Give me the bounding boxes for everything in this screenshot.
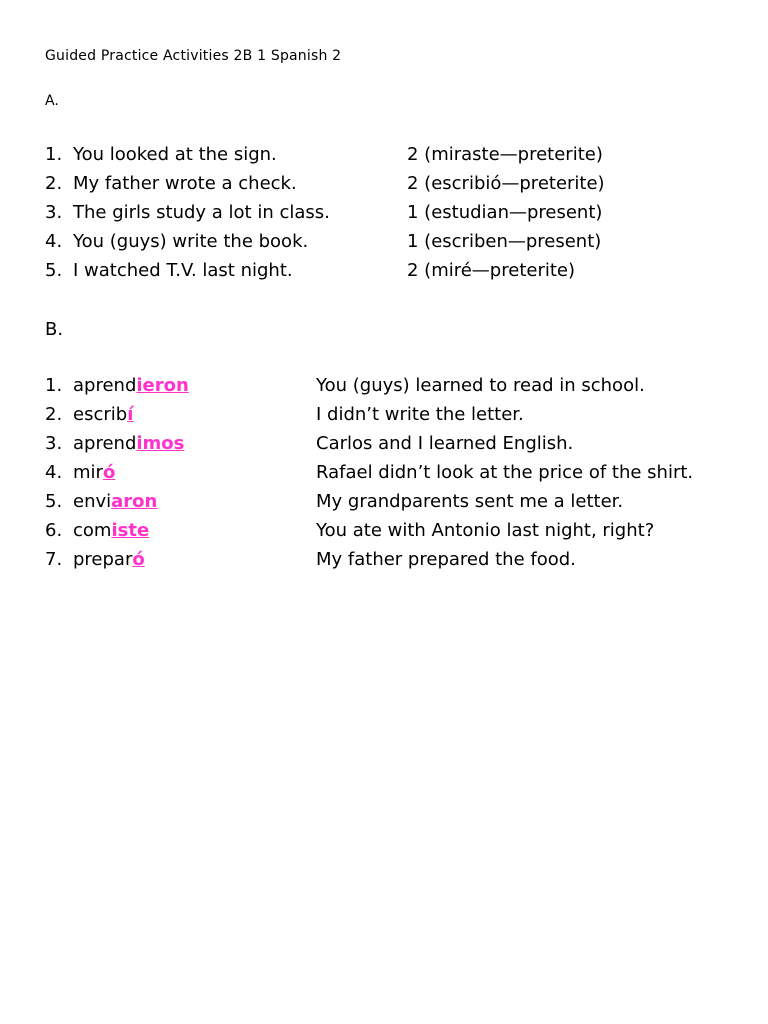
verb-stem: prepar — [73, 549, 133, 570]
english-sentence: My father prepared the food. — [316, 549, 576, 570]
english-sentence: I didn’t write the letter. — [316, 404, 524, 425]
english-sentence: You (guys) write the book. — [73, 231, 309, 252]
item-number: 3. — [45, 433, 63, 454]
answer: 2 (escribió—preterite) — [407, 173, 605, 194]
verb-ending: ó — [102, 462, 116, 483]
answer: 1 (estudian—present) — [407, 202, 603, 223]
verb-form — [73, 491, 157, 512]
verb-ending: aron — [111, 491, 158, 512]
verb-form — [73, 404, 133, 425]
verb-ending: imos — [136, 433, 185, 454]
verb-stem: envi — [73, 491, 112, 512]
english-sentence: Rafael didn’t look at the price of the shirt. — [316, 462, 694, 483]
item-number: 4. — [45, 462, 63, 483]
english-sentence: You (guys) learned to read in school. — [316, 375, 645, 396]
answer: 2 (miraste—preterite) — [407, 144, 603, 165]
verb-form — [73, 520, 149, 541]
english-sentence: My grandparents sent me a letter. — [316, 491, 624, 512]
verb-form — [73, 433, 184, 454]
item-number: 4. — [45, 231, 63, 252]
verb-form — [73, 375, 189, 396]
item-number: 7. — [45, 549, 63, 570]
english-sentence: Carlos and I learned English. — [316, 433, 574, 454]
item-number: 1. — [45, 144, 63, 165]
verb-form — [73, 462, 115, 483]
verb-ending: ieron — [136, 375, 189, 396]
item-number: 5. — [45, 260, 63, 281]
verb-stem: escrib — [73, 404, 128, 425]
item-number: 1. — [45, 375, 63, 396]
verb-ending: í — [127, 404, 134, 425]
answer: 1 (escriben—present) — [407, 231, 602, 252]
verb-stem: aprend — [73, 375, 137, 396]
item-number: 3. — [45, 202, 63, 223]
english-sentence: You ate with Antonio last night, right? — [316, 520, 655, 541]
verb-form — [73, 549, 145, 570]
english-sentence: You looked at the sign. — [73, 144, 277, 165]
english-sentence: I watched T.V. last night. — [73, 260, 293, 281]
item-number: 2. — [45, 173, 63, 194]
verb-ending: iste — [111, 520, 150, 541]
english-sentence: My father wrote a check. — [73, 173, 297, 194]
verb-stem: aprend — [73, 433, 137, 454]
item-number: 2. — [45, 404, 63, 425]
section-a-label: A. — [45, 93, 59, 109]
section-b-label: B. — [45, 319, 64, 340]
english-sentence: The girls study a lot in class. — [73, 202, 330, 223]
answer: 2 (miré—preterite) — [407, 260, 576, 281]
verb-stem: com — [73, 520, 112, 541]
item-number: 5. — [45, 491, 63, 512]
item-number: 6. — [45, 520, 63, 541]
verb-ending: ó — [132, 549, 145, 570]
verb-stem: mir — [73, 462, 103, 483]
document-header: Guided Practice Activities 2B 1 Spanish 2 — [45, 48, 342, 64]
